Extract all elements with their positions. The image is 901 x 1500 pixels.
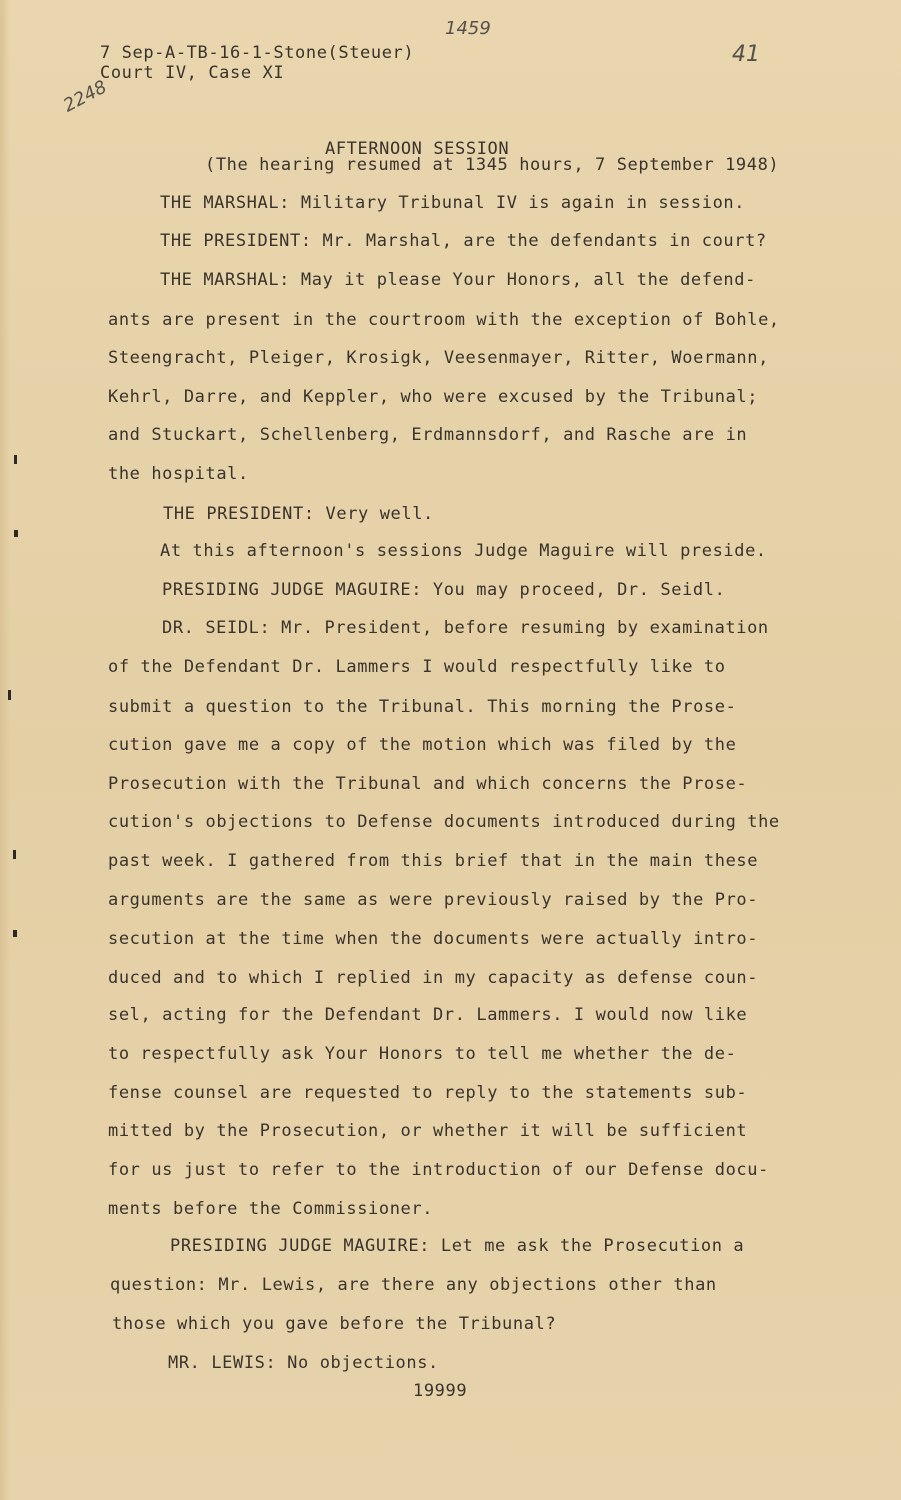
body-line: THE PRESIDENT: Mr. Marshal, are the defendants in court? [160,231,767,251]
body-line: for us just to refer to the introduction of our Defense docu- [108,1160,769,1180]
footer-page-number: 19999 [413,1381,468,1401]
body-line: arguments are the same as were previously raised by the Pro- [108,890,759,910]
body-line: past week. I gathered from this brief that in the main these [108,851,759,871]
session-title: AFTERNOON SESSION [325,139,510,159]
page-edge-shadow [0,0,10,1500]
body-line: of the Defendant Dr. Lammers I would respectfully like to [108,657,726,677]
body-line: cution's objections to Defense documents introduced during the [108,812,780,832]
body-line: cution gave me a copy of the motion which was filed by the [108,735,737,755]
body-line: sel, acting for the Defendant Dr. Lammers. I would now like [108,1005,748,1025]
binding-mark [13,930,17,937]
body-line: secution at the time when the documents were actually intro- [108,929,759,949]
body-line: PRESIDING JUDGE MAGUIRE: You may proceed, Dr. Seidl. [162,580,726,600]
body-line: fense counsel are requested to reply to the statements sub- [108,1083,748,1103]
body-line: At this afternoon's sessions Judge Maguire will preside. [160,541,767,561]
body-line: duced and to which I replied in my capacity as defense coun- [108,968,759,988]
body-line: Kehrl, Darre, and Keppler, who were excused by the Tribunal; [108,387,759,407]
body-line: PRESIDING JUDGE MAGUIRE: Let me ask the Prosecution a [170,1236,745,1256]
body-line: Steengracht, Pleiger, Krosigk, Veesenmayer, Ritter, Woermann, [108,348,769,368]
body-line: the hospital. [108,464,249,484]
body-line: submit a question to the Tribunal. This morning the Prose- [108,697,737,717]
binding-mark [14,455,17,464]
session-resumed: (The hearing resumed at 1345 hours, 7 September 1948) [205,155,780,175]
binding-mark [8,690,11,700]
header-line-1: 7 Sep-A-TB-16-1-Stone(Steuer) [100,43,415,63]
handwritten-2248: 2248 [60,76,111,117]
body-line: DR. SEIDL: Mr. President, before resuming by examination [162,618,769,638]
body-line: Prosecution with the Tribunal and which concerns the Prose- [108,774,748,794]
handwritten-page-41: 41 [732,42,760,67]
body-line: those which you gave before the Tribunal? [112,1314,557,1334]
body-line: and Stuckart, Schellenberg, Erdmannsdorf, and Rasche are in [108,425,748,445]
body-line: THE MARSHAL: Military Tribunal IV is again in session. [160,193,746,213]
header-line-2: Court IV, Case XI [100,63,285,83]
handwritten-1459: 1459 [445,18,491,39]
body-line: mitted by the Prosecution, or whether it will be sufficient [108,1121,748,1141]
body-line: THE MARSHAL: May it please Your Honors, all the defend- [160,270,756,290]
body-line: ants are present in the courtroom with the exception of Bohle, [108,310,780,330]
body-line: ments before the Commissioner. [108,1199,434,1219]
body-line: THE PRESIDENT: Very well. [163,504,434,524]
body-line: to respectfully ask Your Honors to tell me whether the de- [108,1044,737,1064]
body-line: question: Mr. Lewis, are there any objections other than [110,1275,717,1295]
body-line: MR. LEWIS: No objections. [168,1353,439,1373]
binding-mark [14,530,18,537]
binding-mark [13,850,16,859]
